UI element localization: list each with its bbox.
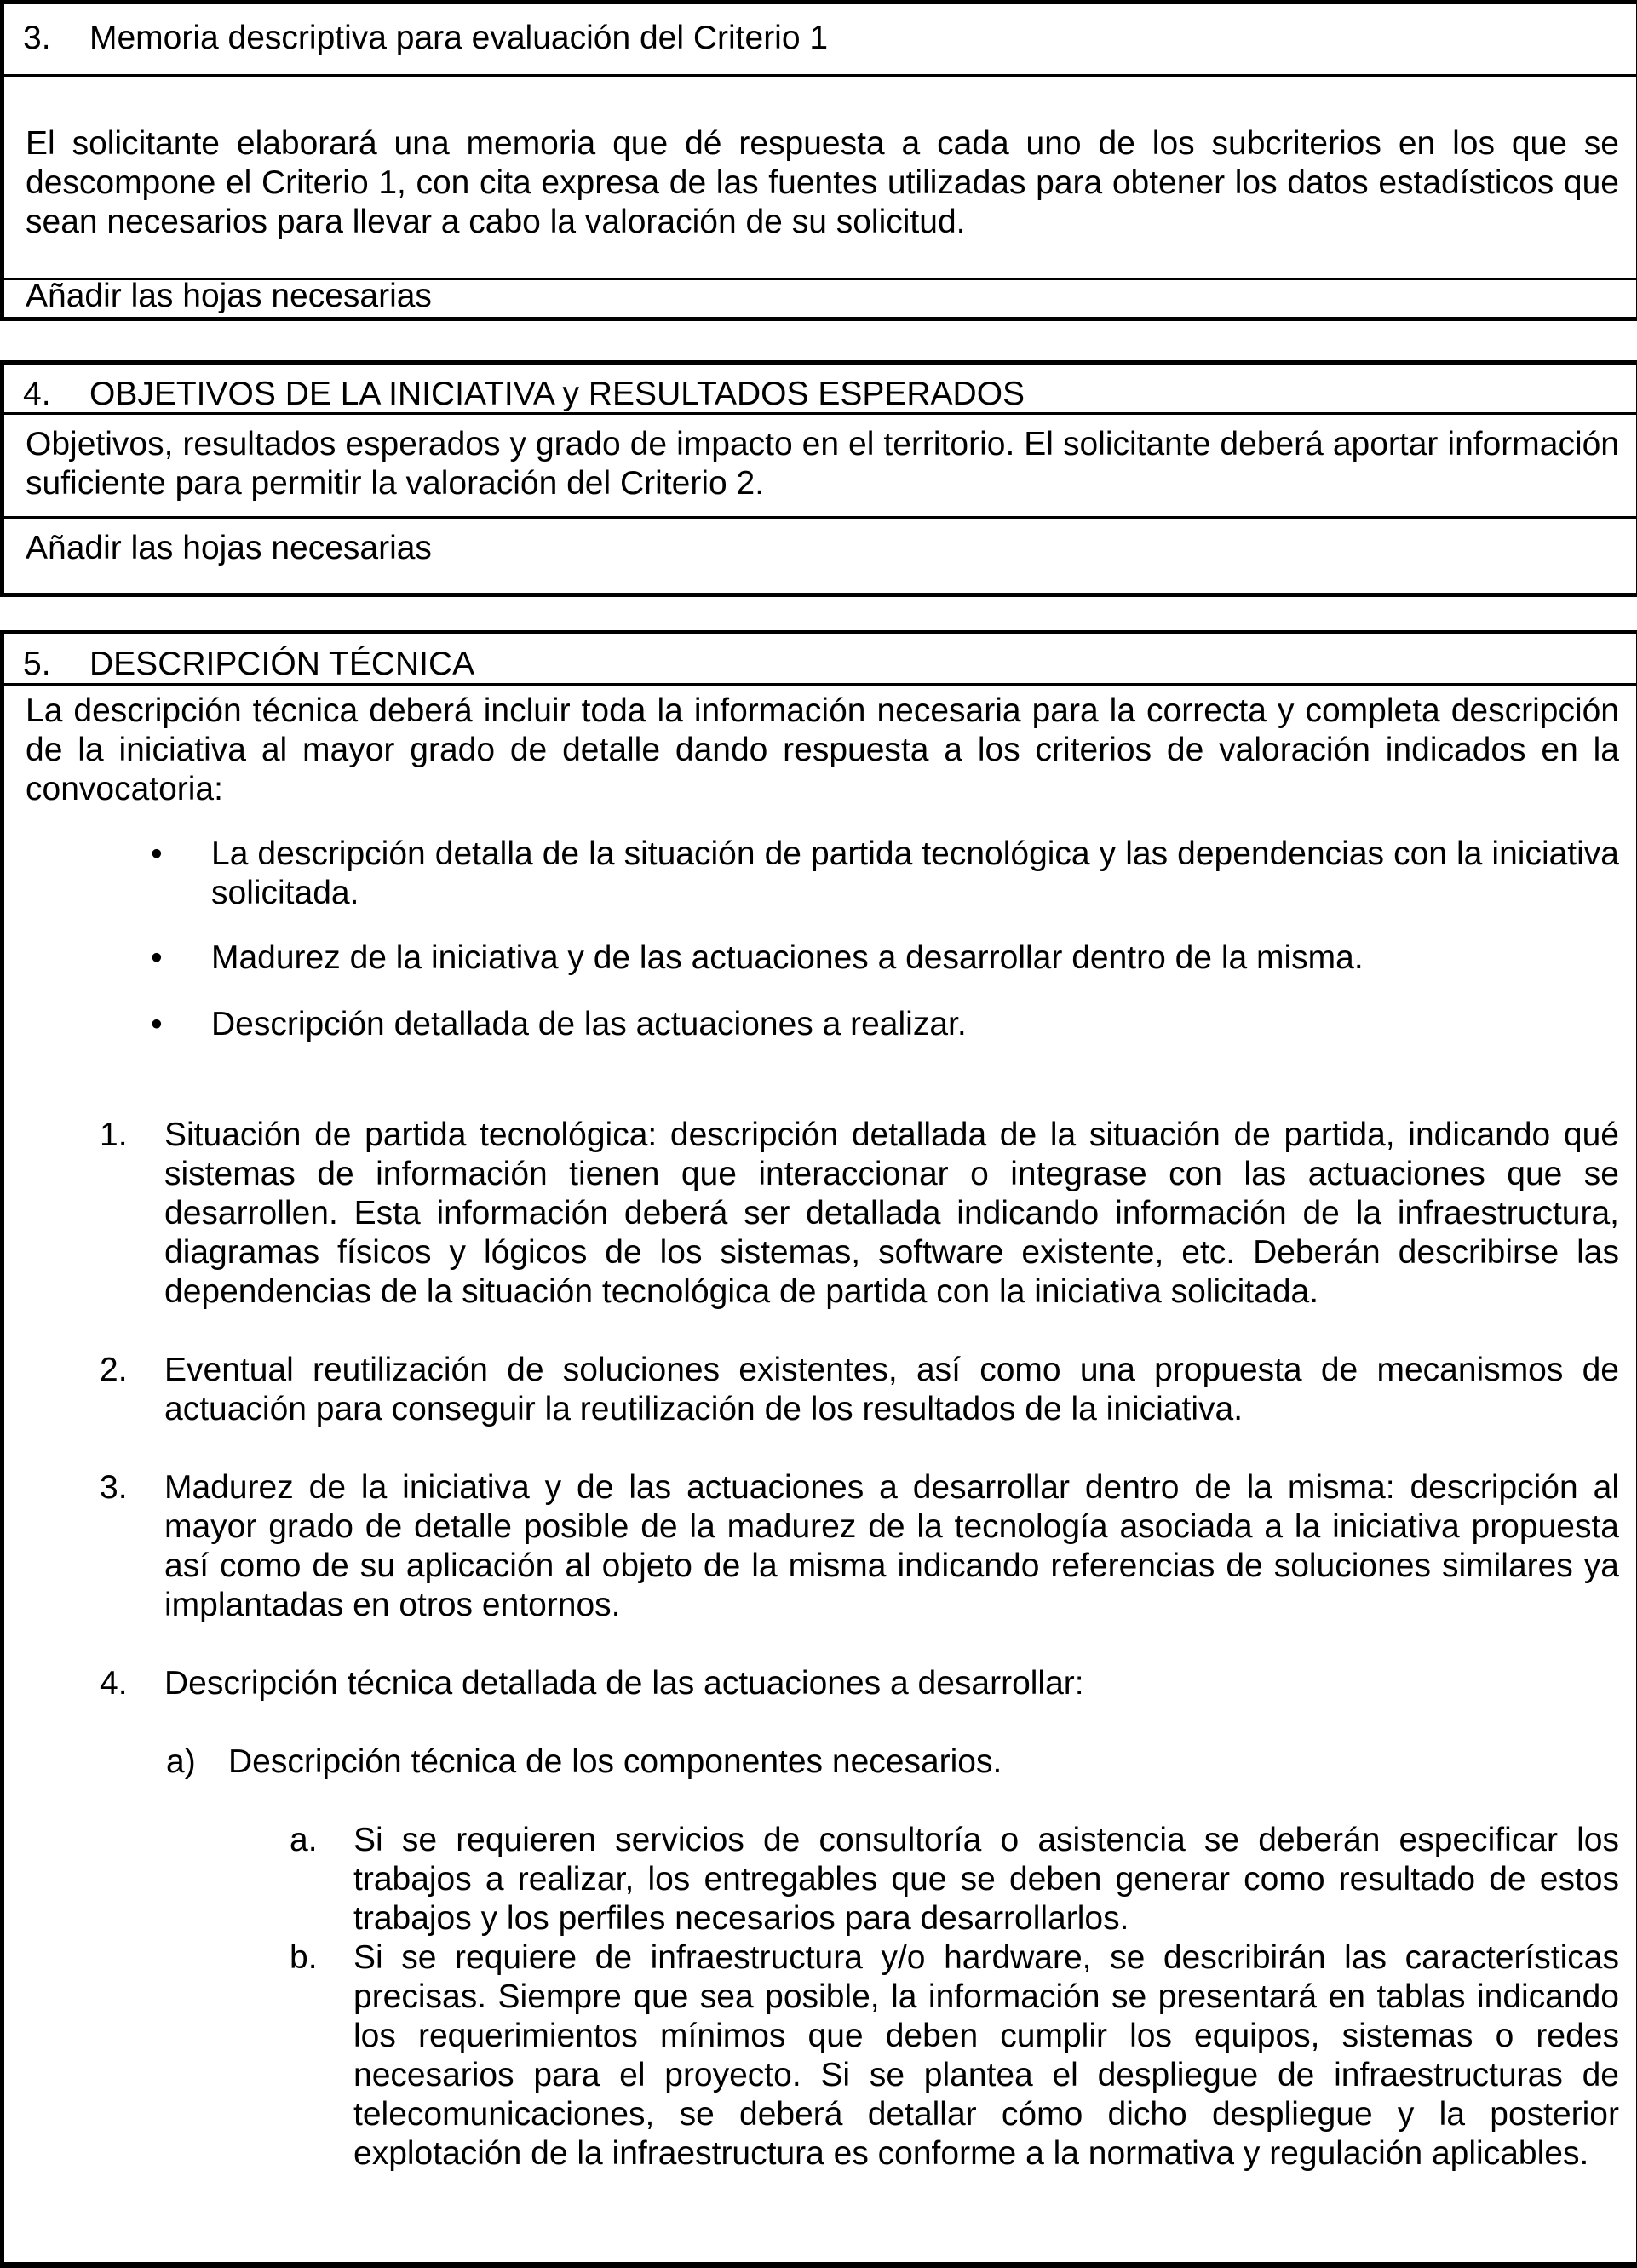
bullet-item: • Madurez de la iniciativa y de las actuaciones a desarrollar dentro de la misma.	[4, 939, 1636, 978]
bullet-item: • La descripción detalla de la situación de partida tecnológica y las dependencias con la iniciativa solicitada.	[4, 835, 1636, 913]
section-3-footer: Añadir las hojas necesarias	[26, 278, 432, 314]
sub-sub-item-b	[4, 1938, 1636, 2173]
section-4-footer: Añadir las hojas necesarias	[26, 530, 432, 566]
section-5-content	[4, 686, 1636, 2258]
section-3-header	[4, 4, 1636, 77]
sub-item-a	[4, 1743, 1636, 1782]
sub-item-letter: a)	[166, 1743, 196, 1780]
sub-sub-item-a	[4, 1821, 1636, 1938]
section-4-box	[0, 360, 1637, 597]
section-4-body: Objetivos, resultados esperados y grado de impacto en el territorio. El solicitante deberá aportar información suficiente para permitir la valoración del Criterio 2.	[4, 415, 1636, 519]
section-5-intro: La descripción técnica deberá incluir toda la información necesaria para la correcta y completa descripción de la iniciativa al mayor grado de detalle dando respuesta a los criterios de valoración indicados en la convocatoria:	[26, 692, 1619, 807]
section-5-title: DESCRIPCIÓN TÉCNICA	[89, 646, 475, 682]
section-4-title: OBJETIVOS DE LA INICIATIVA y RESULTADOS ESPERADOS	[89, 376, 1025, 412]
sub-item-text: Descripción técnica de los componentes necesarios.	[228, 1743, 1002, 1780]
item-text: Madurez de la iniciativa y de las actuaciones a desarrollar dentro de la misma: descripción al mayor grado de detalle posible de la madurez de la tecnología asociada a la iniciativa propuesta así como de su aplicación al objeto de la misma indicando referencias de soluciones similares ya implantadas en otros entornos.	[164, 1469, 1619, 1623]
section-3-body: El solicitante elaborará una memoria que dé respuesta a cada uno de los subcriterios en los que se descompone el Criterio 1, con cita expresa de las fuentes utilizadas para obtener los datos estadísticos que sean necesarios para llevar a cabo la valoración de su solicitud.	[4, 77, 1636, 280]
section-4-number: 4.	[23, 376, 51, 412]
item-number: 1.	[100, 1117, 128, 1153]
item-text: Eventual reutilización de soluciones existentes, así como una propuesta de mecanismos de actuación para conseguir la reutilización de los resultados de la iniciativa.	[164, 1352, 1619, 1427]
section-3-box	[0, 0, 1637, 321]
section-4-header	[4, 365, 1636, 415]
bullet-item: • Descripción detallada de las actuaciones a realizar.	[4, 1005, 1636, 1044]
section-5-box	[0, 630, 1637, 2268]
sub-sub-item-text: Si se requiere de infraestructura y/o hardware, se describirán las características precisas. Siempre que sea posible, la información se presentará en tablas indicando los requerimientos mínimos que deben cumplir los equipos, sistemas o redes necesarios para el proyecto. Si se plantea el despliegue de infraestructuras de telecomunicaciones, se deberá detallar cómo dicho despliegue y la posterior explotación de la infraestructura es conforme a la normativa y regulación aplicables.	[353, 1939, 1619, 2172]
numbered-item-2	[4, 1351, 1636, 1429]
section-5-header	[4, 634, 1636, 686]
item-text: Situación de partida tecnológica: descripción detallada de la situación de partida, indicando qué sistemas de información tienen que interaccionar o integrase con las actuaciones que se desarrollen. Esta información deberá ser detallada indicando información de la infraestructura, diagramas físicos y lógicos de los sistemas, software existente, etc. Deberán describirse las dependencias de la situación tecnológica de partida con la iniciativa solicitada.	[164, 1117, 1619, 1310]
sub-sub-item-text: Si se requieren servicios de consultoría o asistencia se deberán especificar los trabajos a realizar, los entregables que se deben generar como resultado de estos trabajos y los perfiles necesarios para desarrollarlos.	[353, 1822, 1619, 1937]
item-number: 4.	[100, 1665, 128, 1702]
sub-sub-item-letter: a.	[290, 1822, 318, 1858]
numbered-item-1	[4, 1116, 1636, 1312]
numbered-item-4	[4, 1664, 1636, 1703]
numbered-item-3	[4, 1468, 1636, 1625]
section-3-title: Memoria descriptiva para evaluación del Criterio 1	[89, 20, 829, 56]
section-5-number: 5.	[23, 646, 51, 682]
section-3-number: 3.	[23, 20, 51, 56]
sub-sub-item-letter: b.	[290, 1939, 318, 1976]
item-text: Descripción técnica detallada de las actuaciones a desarrollar:	[164, 1665, 1084, 1702]
item-number: 2.	[100, 1352, 128, 1388]
item-number: 3.	[100, 1469, 128, 1506]
